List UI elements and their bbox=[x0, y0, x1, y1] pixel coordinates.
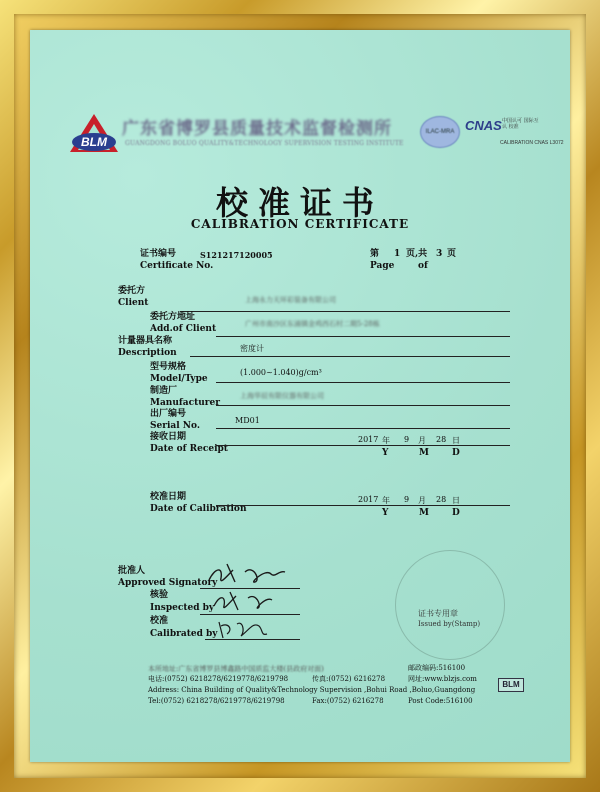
footer-tel-en: Tel:(0752) 6218278/6219778/6219798 bbox=[148, 697, 285, 705]
model-label-cn: 型号规格 bbox=[150, 362, 187, 372]
model-underline bbox=[216, 382, 510, 383]
receipt-label-en: Date of Receipt bbox=[150, 444, 228, 454]
receipt-month: 9 bbox=[404, 435, 410, 444]
calibration-year-unit: 年 bbox=[382, 496, 390, 505]
inspected-signature bbox=[210, 588, 290, 616]
page-label-cn: 第 bbox=[370, 249, 380, 259]
ilac-text: ILAC-MRA bbox=[425, 129, 455, 135]
page-label-en: Page bbox=[370, 261, 395, 271]
certificate-no-value: S121217120005 bbox=[200, 250, 273, 260]
serial-underline bbox=[216, 428, 510, 429]
manufacturer-label-cn: 制造厂 bbox=[150, 386, 178, 396]
logo-text: BLM bbox=[81, 135, 107, 149]
page-total: 3 bbox=[436, 249, 443, 259]
serial-label-en: Serial No. bbox=[150, 421, 200, 431]
calibration-year: 2017 bbox=[358, 495, 379, 504]
title-en: CALIBRATION CERTIFICATE bbox=[190, 217, 410, 231]
page-end-cn: 页 bbox=[447, 249, 457, 259]
calibration-day-unit: 日 bbox=[452, 496, 460, 505]
address-value: 广州市南沙区东涌镇金鸡西石村二期5-28栋 bbox=[245, 320, 380, 328]
inspected-label-en: Inspected by bbox=[150, 603, 215, 613]
calibration-date-label-cn: 校准日期 bbox=[150, 492, 187, 502]
calibration-m-en: M bbox=[419, 508, 429, 518]
receipt-y-en: Y bbox=[382, 448, 389, 458]
client-underline bbox=[180, 311, 510, 312]
calibrated-signature bbox=[215, 616, 275, 642]
cnas-sub: 中国认可 国际互认 校准 bbox=[502, 118, 539, 130]
description-value: 密度计 bbox=[240, 344, 264, 353]
address-underline bbox=[216, 336, 510, 337]
certificate-paper bbox=[30, 30, 570, 762]
receipt-day: 28 bbox=[436, 435, 447, 444]
receipt-underline bbox=[216, 445, 510, 446]
ilac-mra-logo bbox=[420, 116, 460, 148]
serial-label-cn: 出厂编号 bbox=[150, 409, 187, 419]
cnas-code: CALIBRATION CNAS L3072 bbox=[500, 140, 564, 146]
serial-value: MD01 bbox=[235, 416, 260, 425]
manufacturer-value: 上海华辰有限仪器有限公司 bbox=[240, 392, 324, 400]
receipt-month-unit: 月 bbox=[418, 436, 426, 445]
calibrated-label-cn: 校准 bbox=[150, 616, 169, 626]
calibration-month: 9 bbox=[404, 495, 410, 504]
description-label-cn: 计量器具名称 bbox=[118, 336, 173, 346]
client-label-cn: 委托方 bbox=[118, 286, 146, 296]
calibrated-label-en: Calibrated by bbox=[150, 629, 218, 639]
certificate-no-label-cn: 证书编号 bbox=[140, 249, 177, 259]
calibration-d-en: D bbox=[452, 508, 460, 518]
calibration-underline bbox=[216, 505, 510, 506]
organization-name-en: GUANGDONG BOLUO QUALITY&TECHNOLOGY SUPERVISION TESTING INSTITUTE bbox=[125, 140, 404, 147]
page-mid-cn: 页,共 bbox=[406, 249, 428, 259]
description-underline bbox=[190, 356, 510, 357]
client-label-en: Client bbox=[118, 298, 149, 308]
model-label-en: Model/Type bbox=[150, 374, 208, 384]
calibration-y-en: Y bbox=[382, 508, 389, 518]
client-value: 上海永力天环彩装备有限公司 bbox=[245, 296, 336, 304]
page-of-en: of bbox=[418, 261, 428, 271]
footer-fax-cn: 传真:(0752) 6216278 bbox=[312, 675, 386, 683]
receipt-year-unit: 年 bbox=[382, 436, 390, 445]
stamp-label-cn: 证书专用章 bbox=[418, 609, 458, 618]
manufacturer-underline bbox=[216, 405, 510, 406]
description-label-en: Description bbox=[118, 348, 177, 358]
footer-web-cn: 网址:www.blzjs.com bbox=[408, 675, 477, 683]
organization-name-cn: 广东省博罗县质量技术监督检测所 bbox=[122, 119, 392, 139]
address-label-en: Add.of Client bbox=[150, 324, 217, 334]
cnas-logo: CNAS bbox=[465, 118, 502, 133]
inspected-label-cn: 核验 bbox=[150, 590, 169, 600]
official-stamp bbox=[395, 550, 505, 660]
footer-fax-en: Fax:(0752) 6216278 bbox=[312, 697, 384, 705]
approved-label-en: Approved Signatory bbox=[118, 578, 218, 588]
blm-badge: BLM bbox=[498, 678, 524, 692]
model-value: (1.000~1.040)g/cm³ bbox=[240, 368, 322, 377]
stamp-label-en: Issued by(Stamp) bbox=[418, 620, 481, 628]
approved-signature bbox=[205, 560, 295, 590]
approved-label-cn: 批准人 bbox=[118, 566, 146, 576]
blm-logo-icon bbox=[68, 112, 120, 158]
receipt-d-en: D bbox=[452, 448, 460, 458]
page-num: 1 bbox=[394, 249, 401, 259]
footer-postcode-en: Post Code:516100 bbox=[408, 697, 473, 705]
title-cn: 校准证书 bbox=[215, 184, 384, 222]
calibration-day: 28 bbox=[436, 495, 447, 504]
receipt-day-unit: 日 bbox=[452, 436, 460, 445]
certificate-no-label-en: Certificate No. bbox=[140, 261, 214, 271]
receipt-label-cn: 接收日期 bbox=[150, 432, 187, 442]
receipt-year: 2017 bbox=[358, 435, 379, 444]
footer-address-cn: 本所地址:广东省博罗县博鑫路中国质监大楼(县政府对面) bbox=[148, 665, 324, 673]
calibration-month-unit: 月 bbox=[418, 496, 426, 505]
footer-postcode-cn: 邮政编码:516100 bbox=[408, 664, 466, 672]
address-label-cn: 委托方地址 bbox=[150, 312, 196, 322]
receipt-m-en: M bbox=[419, 448, 429, 458]
calibration-date-label-en: Date of Calibration bbox=[150, 504, 247, 514]
footer-tel-cn: 电话:(0752) 6218278/6219778/6219798 bbox=[148, 675, 289, 683]
footer-address-en: Address: China Building of Quality&Technology Supervision ,Bohui Road ,Boluo,Guangdong bbox=[148, 686, 476, 694]
manufacturer-label-en: Manufacturer bbox=[150, 398, 220, 408]
